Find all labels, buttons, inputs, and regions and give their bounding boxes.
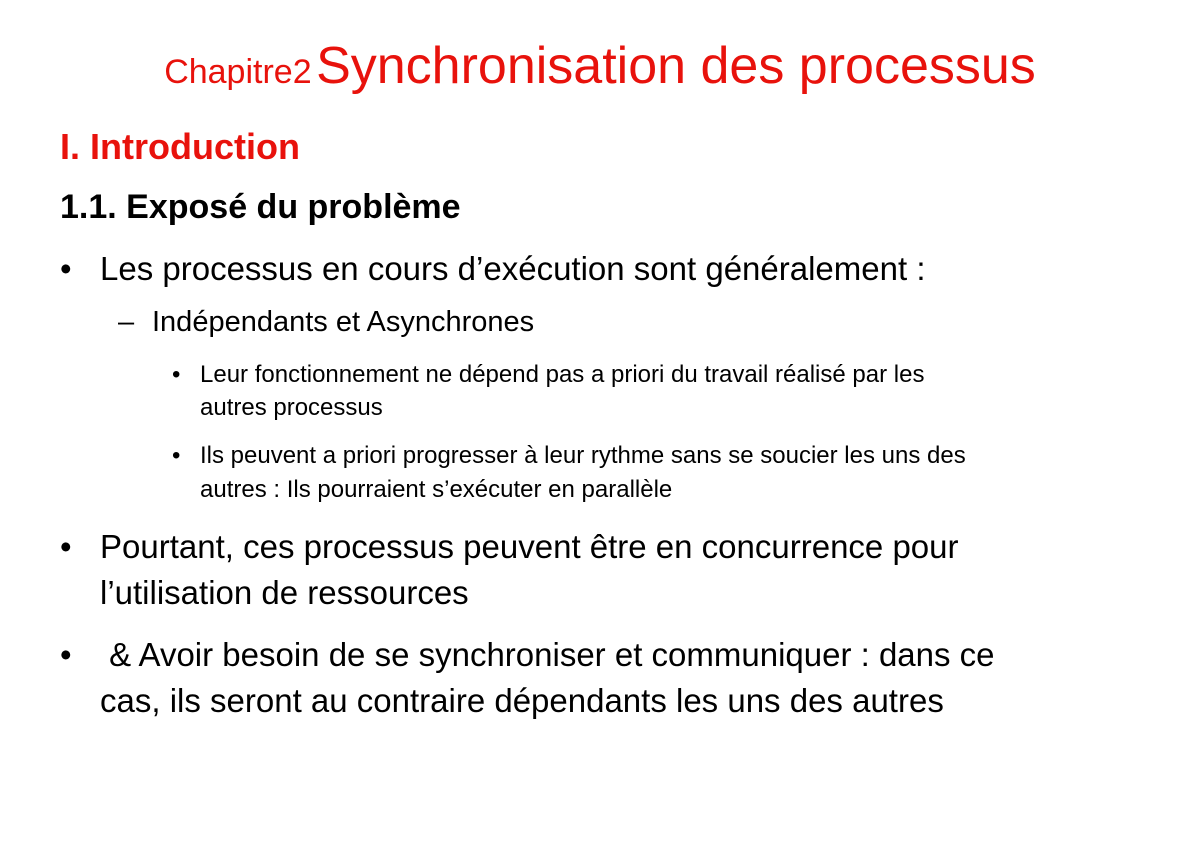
bullet-marker: • — [172, 361, 181, 388]
bullet-marker: • — [60, 528, 72, 565]
dash-marker: – — [118, 306, 135, 338]
bullet-marker: • — [172, 442, 181, 469]
subsection-heading: 1.1. Exposé du problème — [60, 188, 461, 226]
section-heading: I. Introduction — [60, 126, 300, 167]
bullet-3-line-2: cas, ils seront au contraire dépendants les uns des autres — [100, 682, 944, 719]
sub-sub-item-2-line-1: Ils peuvent a priori progresser à leur rythme sans se soucier les uns des — [200, 442, 966, 469]
bullet-3-line-1: & Avoir besoin de se synchroniser et communiquer : dans ce — [100, 636, 995, 673]
sub-sub-item-2-line-2: autres : Ils pourraient s’exécuter en parallèle — [200, 476, 673, 503]
bullet-1-text: Les processus en cours d’exécution sont généralement : — [100, 250, 926, 287]
bullet-marker: • — [60, 250, 72, 287]
sub-sub-item-1-line-2: autres processus — [200, 394, 383, 421]
chapter-label: Chapitre2 — [164, 53, 312, 91]
chapter-title: Synchronisation des processus — [316, 37, 1036, 95]
bullet-2-line-2: l’utilisation de ressources — [100, 574, 469, 611]
sub-sub-item-1-line-1: Leur fonctionnement ne dépend pas a priori du travail réalisé par les — [200, 361, 925, 388]
bullet-2-line-1: Pourtant, ces processus peuvent être en concurrence pour — [100, 528, 959, 565]
sub-item-text: Indépendants et Asynchrones — [152, 306, 535, 338]
slide-title — [0, 37, 1200, 95]
bullet-marker: • — [60, 636, 72, 673]
